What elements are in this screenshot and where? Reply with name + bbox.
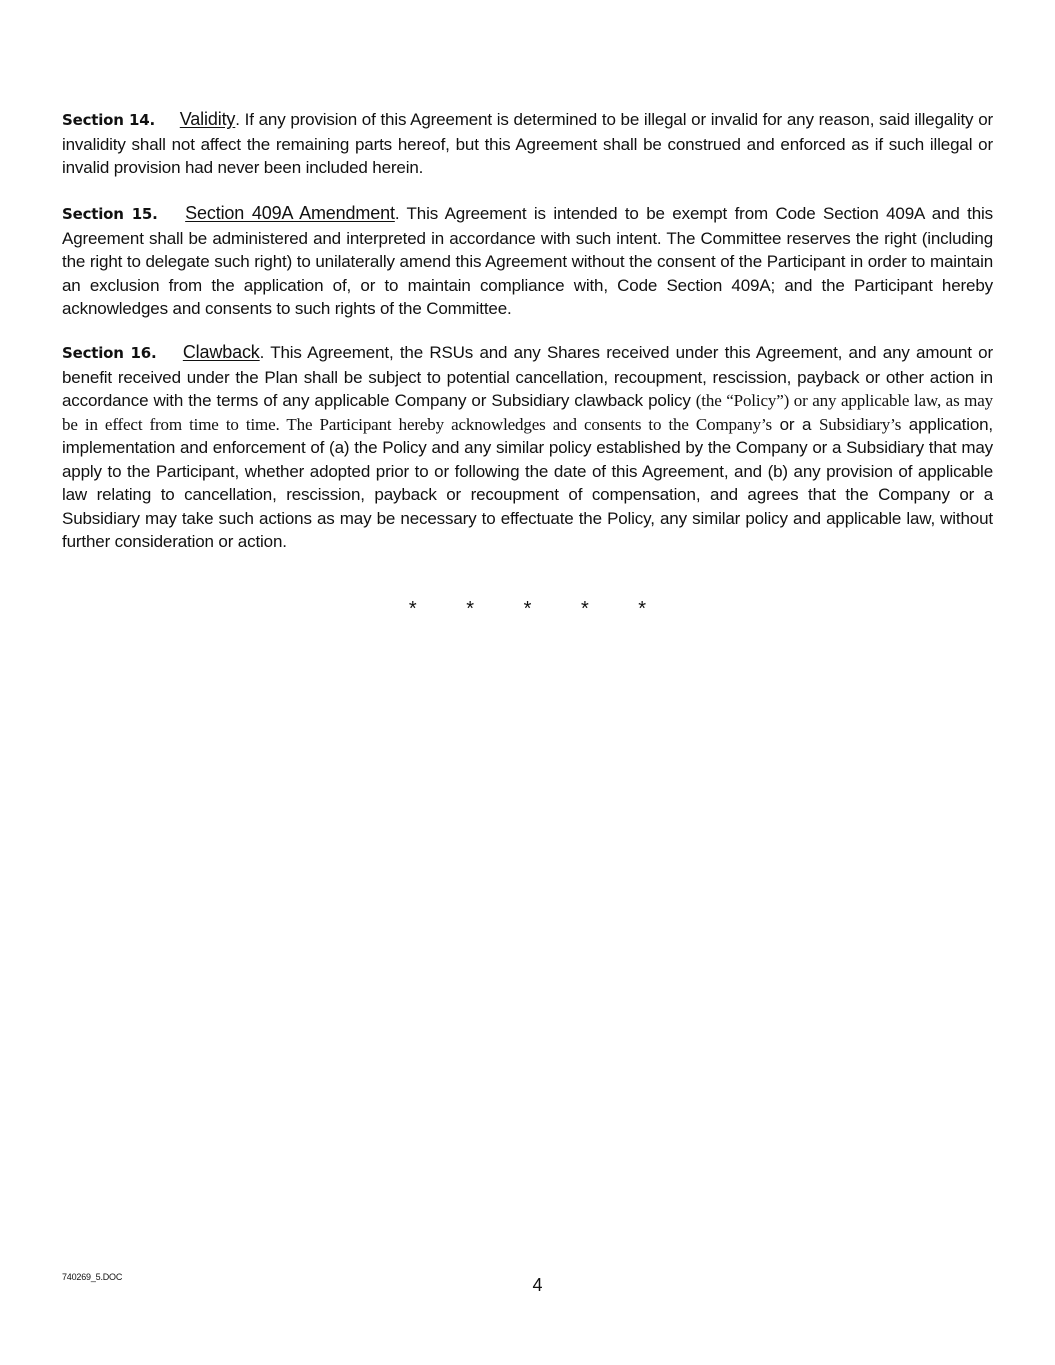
section-14-body: . If any provision of this Agreement is determined to be illegal or invalid for any reason, said illegality or invalidity shall not affect the remaining parts hereof, but this Agreement shall be construed and enforced as if such illegal or invalid provision had never been included herein. <box>62 110 994 177</box>
section-14 <box>62 108 993 180</box>
section-16-body-part2: or a <box>772 414 819 434</box>
section-14-heading: Validity <box>179 109 236 129</box>
section-15-body: . This Agreement is intended to be exempt from Code Section 409A and this Agreement shall be administered and interpreted in accordance with such intent. The Committee reserves the right (including the right to delegate such right) to unilaterally amend this Agreement without the consent of the Participant in order to maintain an exclusion from the application of, or to maintain compliance with, Code Section 409A; and the Participant hereby acknowledges and consents to such rights of the Committee. <box>62 204 994 318</box>
section-16-body-part1: . This Agreement, the RSUs and any Shares received under this Agreement, and any amount or benefit received under the Plan shall be subject to potential cancellation, recoupment, rescission, payback or other action in accordance with the terms of any applicable Company or Subsidiary clawback policy <box>62 343 993 410</box>
section-15-heading: Section 409A Amendment <box>185 203 395 223</box>
section-16-body-serif: (the “Policy”) or any applicable law, as may be in effect from time to time. The Participant hereby acknowledges and consents to the Company’s <box>62 391 993 434</box>
section-15-label: Section 15. <box>62 205 158 223</box>
section-16-body-part3: application, implementation and enforcement of (a) the Policy and any similar policy established by the Company or a Subsidiary that may apply to the Participant, whether adopted prior to or following the date of this Agreement, and (b) any provision of applicable law relating to cancellation, rescission, payback or recoupment of compensation, and agrees that the Company or a Subsidiary may take such actions as may be necessary to effectuate the Policy, any similar policy and applicable law, without further consideration or action. <box>62 414 994 551</box>
section-16 <box>62 341 993 554</box>
section-16-heading: Clawback <box>182 342 260 362</box>
section-separator: * * * * * <box>408 598 647 620</box>
section-15 <box>62 202 993 321</box>
footer-document-id: 740269_5.DOC <box>62 1272 123 1282</box>
section-14-label: Section 14. <box>62 111 155 129</box>
section-16-body-serif2: Subsidiary’s <box>818 414 902 434</box>
section-16-label: Section 16. <box>62 344 157 362</box>
page-number: 4 <box>532 1275 543 1295</box>
